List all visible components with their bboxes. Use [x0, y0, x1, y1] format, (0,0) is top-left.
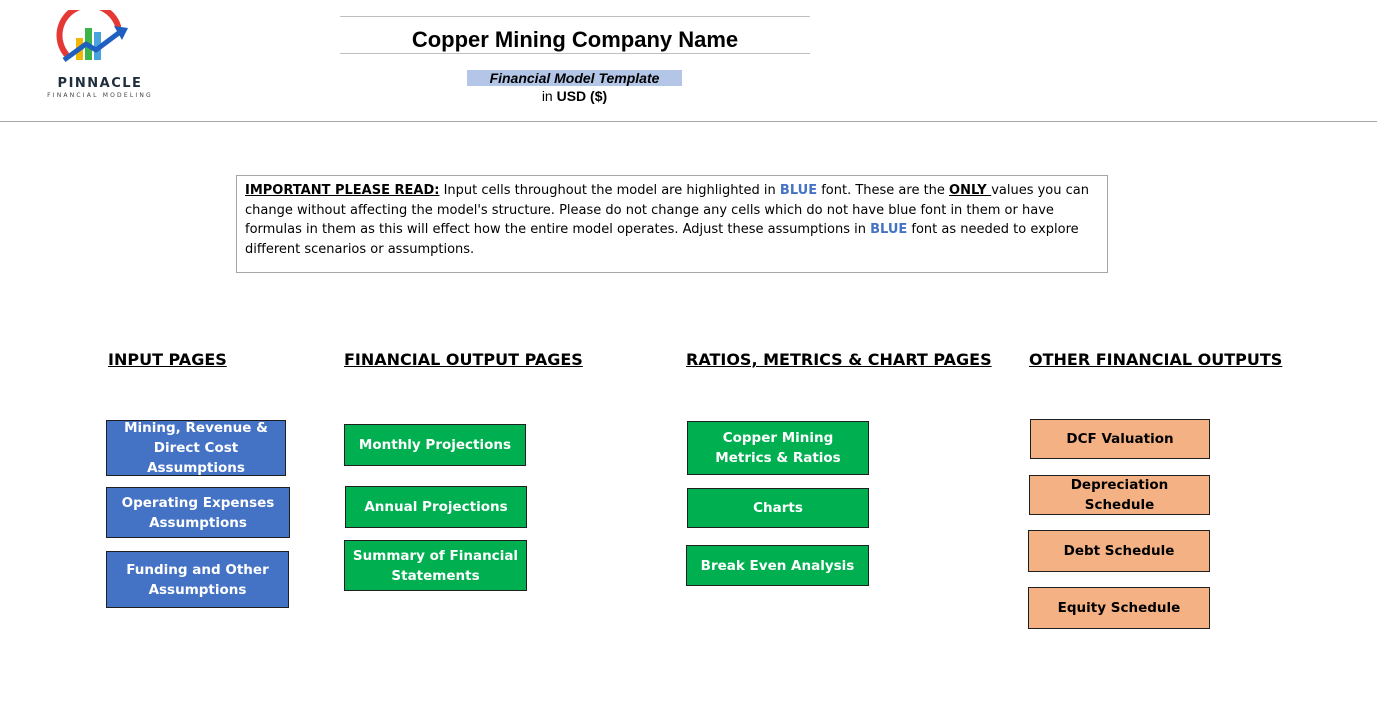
notice-blue-1: BLUE	[779, 183, 818, 198]
monthly-projections-button[interactable]: Monthly Projections	[344, 424, 526, 466]
depreciation-schedule-button[interactable]: Depreciation Schedule	[1029, 475, 1210, 515]
title-bottom-rule	[340, 53, 810, 54]
header-divider	[0, 121, 1377, 122]
notice-text-1: Input cells throughout the model are highlighted in	[439, 183, 780, 198]
input-pages-heading: INPUT PAGES	[108, 350, 227, 369]
page-title: Copper Mining Company Name	[411, 27, 739, 52]
pinnacle-logo	[30, 10, 170, 102]
currency-prefix: in	[541, 88, 553, 104]
operating-expenses-assumptions-button[interactable]: Operating Expenses Assumptions	[106, 487, 290, 538]
annual-projections-button[interactable]: Annual Projections	[345, 486, 527, 528]
mining-revenue-direct-cost-assumptions-button[interactable]: Mining, Revenue & Direct Cost Assumptions	[106, 420, 286, 476]
logo-tagline: FINANCIAL MODELING	[47, 92, 153, 99]
currency-line	[467, 88, 682, 104]
debt-schedule-button[interactable]: Debt Schedule	[1028, 530, 1210, 572]
notice-text-2: font. These are the	[817, 183, 950, 198]
summary-of-financial-statements-button[interactable]: Summary of Financial Statements	[344, 540, 527, 591]
funding-and-other-assumptions-button[interactable]: Funding and Other Assumptions	[106, 551, 289, 608]
ratios-metrics-chart-pages-heading: RATIOS, METRICS & CHART PAGES	[686, 350, 992, 369]
page-subtitle: Financial Model Template	[467, 70, 682, 86]
notice-text-3: values you can change without affecting the model's structure. Please do not change any cells which do not have blue font in them or have formulas in them as this will effect how the entire model operates. Adjust these assumptions in	[245, 183, 1089, 238]
title-top-rule	[340, 16, 810, 17]
notice-blue-2: BLUE	[870, 222, 908, 238]
logo-brand: PINNACLE	[57, 76, 143, 91]
currency-value: USD ($)	[556, 88, 608, 104]
charts-button[interactable]: Charts	[687, 488, 869, 528]
notice-text-4: font as needed to explore different scenarios or assumptions.	[245, 222, 1079, 257]
copper-mining-metrics-ratios-button[interactable]: Copper Mining Metrics & Ratios	[687, 421, 869, 475]
important-notice	[236, 175, 1108, 273]
financial-output-pages-heading: FINANCIAL OUTPUT PAGES	[344, 350, 583, 369]
notice-only: ONLY	[949, 183, 992, 198]
other-financial-outputs-heading: OTHER FINANCIAL OUTPUTS	[1029, 350, 1283, 369]
chart-arrow-icon	[56, 10, 136, 74]
dcf-valuation-button[interactable]: DCF Valuation	[1030, 419, 1210, 459]
equity-schedule-button[interactable]: Equity Schedule	[1028, 587, 1210, 629]
break-even-analysis-button[interactable]: Break Even Analysis	[686, 545, 869, 586]
notice-lead: IMPORTANT PLEASE READ:	[245, 183, 440, 198]
